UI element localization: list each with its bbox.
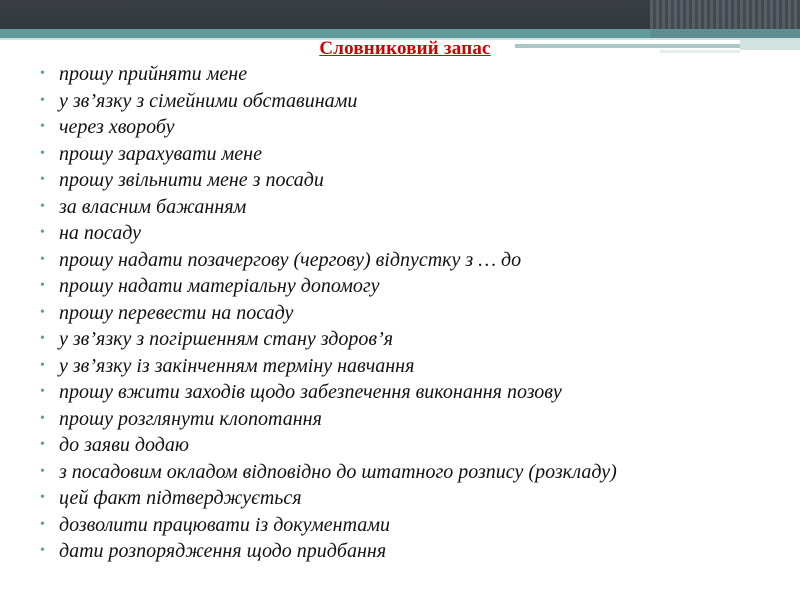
list-item xyxy=(40,63,780,90)
list-item-text: дати розпорядження щодо придбання xyxy=(59,540,387,562)
list-item-text: прошу вжити заходів щодо забезпечення виконання позову xyxy=(59,381,562,403)
bullet-icon: • xyxy=(40,225,45,240)
bullet-icon: • xyxy=(40,543,45,558)
list-item-text: цей факт підтверджується xyxy=(59,487,302,509)
list-item xyxy=(40,434,780,461)
list-item-text: до заяви додаю xyxy=(59,434,189,456)
list-item xyxy=(40,116,780,143)
list-item-text: прошу прийняти мене xyxy=(59,63,248,85)
list-item xyxy=(40,222,780,249)
list-item-text: у зв’язку із закінченням терміну навчання xyxy=(59,354,415,377)
list-item xyxy=(40,487,780,514)
list-item xyxy=(40,169,780,196)
vocabulary-list xyxy=(40,63,780,567)
list-item-text: через хворобу xyxy=(59,116,175,138)
list-item-text: прошу зарахувати мене xyxy=(59,142,262,165)
list-item xyxy=(40,302,780,329)
list-item-text: прошу перевести на посаду xyxy=(59,301,294,324)
list-item xyxy=(40,408,780,435)
list-item xyxy=(40,514,780,541)
bullet-icon: • xyxy=(40,119,45,134)
bullet-icon: • xyxy=(40,437,45,452)
list-item-text: у зв’язку з погіршенням стану здоров’я xyxy=(59,328,394,350)
bullet-icon: • xyxy=(40,463,45,479)
bullet-icon: • xyxy=(40,357,45,373)
list-item xyxy=(40,90,780,117)
bullet-icon: • xyxy=(40,304,45,320)
list-item xyxy=(40,275,780,302)
bullet-icon: • xyxy=(40,331,45,346)
list-item-text: прошу розглянути клопотання xyxy=(59,407,322,430)
list-item-text: з посадовим окладом відповідно до штатного розпису (розкладу) xyxy=(59,460,617,483)
bullet-icon: • xyxy=(40,490,45,505)
list-item-text: за власним бажанням xyxy=(59,195,247,218)
list-item-text: дозволити працювати із документами xyxy=(59,513,391,536)
bullet-icon: • xyxy=(40,198,45,214)
bullet-icon: • xyxy=(40,516,45,532)
list-item xyxy=(40,328,780,355)
list-item-text: прошу надати позачергову (чергову) відпустку з … до xyxy=(59,248,522,271)
list-item xyxy=(40,143,780,170)
bullet-icon: • xyxy=(40,410,45,426)
bullet-icon: • xyxy=(40,66,45,81)
accent-band-right xyxy=(650,29,800,38)
list-item xyxy=(40,196,780,223)
bullet-icon: • xyxy=(40,384,45,399)
list-item xyxy=(40,461,780,488)
list-item-text: на посаду xyxy=(59,222,142,244)
bullet-icon: • xyxy=(40,251,45,267)
header-band-pattern xyxy=(650,0,800,29)
bullet-icon: • xyxy=(40,145,45,161)
list-item xyxy=(40,355,780,382)
slide-title: Словниковий запас xyxy=(319,38,491,59)
bullet-icon: • xyxy=(40,278,45,293)
list-item xyxy=(40,381,780,408)
bullet-icon: • xyxy=(40,172,45,187)
list-item-text: у зв’язку з сімейними обставинами xyxy=(59,89,358,112)
list-item xyxy=(40,249,780,276)
list-item-text: прошу звільнити мене з посади xyxy=(59,169,324,191)
list-item xyxy=(40,540,780,567)
bullet-icon: • xyxy=(40,92,45,108)
list-item-text: прошу надати матеріальну допомогу xyxy=(59,275,380,297)
